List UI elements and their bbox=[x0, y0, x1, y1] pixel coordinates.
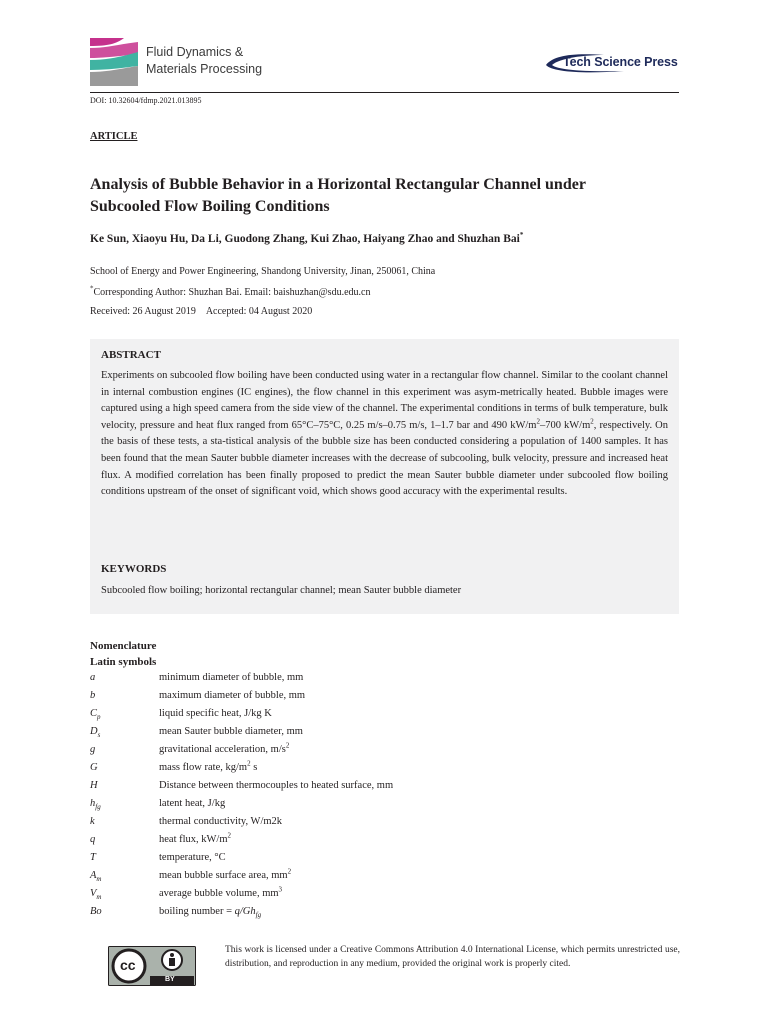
nomenclature-symbol: q bbox=[90, 834, 96, 845]
nomenclature-heading: Nomenclature bbox=[90, 640, 157, 652]
nomenclature-definition: mean bubble surface area, $mm^2$ bbox=[159, 867, 292, 881]
nomenclature-definition: minimum diameter of bubble, mm bbox=[159, 672, 304, 683]
received-date: Received: 26 August 2019 bbox=[90, 306, 196, 317]
nomenclature-row bbox=[90, 760, 530, 778]
article-title bbox=[90, 174, 650, 218]
nomenclature-symbol: H bbox=[90, 780, 98, 791]
abstract-text-c: , respectively. On the basis of these tests, a sta-tistical analysis of the bubble size has been conducted considering a population of 1400 samples. It has been found that the mean Sauter bubble diameter increases with the decrease of subcooling, bulk velocity, pressure and increased heat flux. A modified correlation has been finally proposed to predict the mean Sauter bubble diameter under subcooled flow boiling conditions upstream of the onset of significant void, which shows good accuracy with the experimental results. bbox=[101, 419, 668, 498]
nomenclature-symbol: $D_s$ bbox=[90, 726, 101, 740]
article-dates bbox=[90, 306, 312, 317]
nomenclature-definition: liquid specific heat, J/kg K bbox=[159, 708, 272, 719]
nomenclature-symbol: a bbox=[90, 672, 96, 683]
nomenclature-symbol: T bbox=[90, 852, 96, 863]
nomenclature-symbol: $C_p$ bbox=[90, 708, 101, 722]
nomenclature-row bbox=[90, 796, 530, 814]
nomenclature-row bbox=[90, 706, 530, 724]
keywords-heading: KEYWORDS bbox=[101, 563, 167, 575]
nomenclature-list bbox=[90, 670, 530, 922]
publisher-name: Tech Science Press bbox=[563, 55, 678, 69]
nomenclature-row bbox=[90, 814, 530, 832]
journal-logo bbox=[90, 38, 138, 86]
corresponding-author bbox=[90, 284, 371, 298]
accepted-date: Accepted: 04 August 2020 bbox=[205, 306, 313, 317]
corresponding-text: Corresponding Author: Shuzhan Bai. Email: baishuzhan@sdu.edu.cn bbox=[93, 287, 371, 298]
nomenclature-row bbox=[90, 688, 530, 706]
nomenclature-symbol: k bbox=[90, 816, 95, 827]
authors bbox=[90, 233, 690, 245]
license-text: This work is licensed under a Creative Commons Attribution 4.0 International License, which permits unrestricted use, distribution, and reproduction in any medium, provided the original work is properly cited. bbox=[225, 945, 680, 969]
nomenclature-symbol: G bbox=[90, 762, 98, 773]
abstract-box bbox=[90, 339, 679, 614]
nomenclature-definition: heat flux, $kW/m^2$ bbox=[159, 831, 232, 845]
abstract-text-a: Experiments on subcooled flow boiling have been conducted using water in a rectangular flow channel. Similar to the coolant channel in internal combustion engines (IC engines), the flow channel in this experiment was asym-metrically heated. Bubble images were captured using a high speed camera from the side view of the channel. The experimental conditions in terms of bulk temperature, bulk velocity, pressure and heat flux ranged from 65°C–75°C, 0.25 m/s–0.75 m/s, 1–1.7 bar and 490 kW/m bbox=[101, 370, 668, 431]
nomenclature-definition: latent heat, J/kg bbox=[159, 798, 226, 809]
nomenclature-row bbox=[90, 832, 530, 850]
nomenclature-definition: thermal conductivity, W/m2k bbox=[159, 816, 283, 827]
doi: DOI: 10.32604/fdmp.2021.013895 bbox=[90, 96, 202, 105]
nomenclature-definition: gravitational acceleration, $m/s^2$ bbox=[159, 741, 290, 755]
article-type-label: ARTICLE bbox=[90, 131, 138, 142]
author-list: Ke Sun, Xiaoyu Hu, Da Li, Guodong Zhang, Kui Zhao, Haiyang Zhao and Shuzhan Bai bbox=[90, 233, 520, 245]
nomenclature-symbol: $A_m$ bbox=[90, 870, 102, 884]
nomenclature-symbol: Bo bbox=[90, 906, 102, 917]
title-line1: Analysis of Bubble Behavior in a Horizontal Rectangular Channel under bbox=[90, 176, 586, 193]
title-line2: Subcooled Flow Boiling Conditions bbox=[90, 198, 330, 215]
latin-symbols-heading: Latin symbols bbox=[90, 656, 157, 668]
keywords-text: Subcooled flow boiling; horizontal rectangular channel; mean Sauter bubble diameter bbox=[101, 585, 462, 596]
abstract-sup-1: 2 bbox=[536, 417, 540, 426]
affiliation: School of Energy and Power Engineering, Shandong University, Jinan, 250061, China bbox=[90, 266, 436, 277]
corresponding-mark: * bbox=[519, 231, 524, 240]
nomenclature-definition: mass flow rate, $kg/m^2$ s bbox=[159, 759, 258, 773]
abstract-text bbox=[101, 368, 668, 501]
nomenclature-definition: maximum diameter of bubble, mm bbox=[159, 690, 306, 701]
nomenclature-row bbox=[90, 670, 530, 688]
nomenclature-symbol: g bbox=[90, 744, 96, 755]
cc-text: cc bbox=[120, 957, 136, 973]
nomenclature-row bbox=[90, 724, 530, 742]
nomenclature-row bbox=[90, 904, 530, 922]
header-rule bbox=[90, 92, 679, 93]
nomenclature-row bbox=[90, 886, 530, 904]
by-text: BY bbox=[165, 976, 175, 983]
nomenclature-row bbox=[90, 778, 530, 796]
abstract-sup-2: 2 bbox=[590, 417, 594, 426]
nomenclature-row bbox=[90, 868, 530, 886]
corresponding-mark-2: * bbox=[90, 284, 94, 293]
cc-by-badge[interactable] bbox=[108, 946, 196, 986]
nomenclature-row bbox=[90, 850, 530, 868]
nomenclature-symbol: b bbox=[90, 690, 96, 701]
journal-name-line2: Materials Processing bbox=[146, 62, 263, 76]
nomenclature-definition: average bubble volume, $mm^3$ bbox=[159, 885, 283, 899]
journal-name bbox=[146, 44, 262, 78]
abstract-text-b: –700 kW/m bbox=[539, 419, 591, 431]
journal-name-line1: Fluid Dynamics & bbox=[146, 45, 244, 59]
nomenclature-symbol: $h_{fg}$ bbox=[90, 798, 101, 812]
nomenclature-definition: temperature, °C bbox=[159, 852, 226, 863]
nomenclature-symbol: $V_m$ bbox=[90, 888, 102, 902]
nomenclature-row bbox=[90, 742, 530, 760]
nomenclature-definition: Distance between thermocouples to heated surface, mm bbox=[159, 780, 394, 791]
publisher-logo bbox=[544, 52, 680, 74]
nomenclature-definition: mean Sauter bubble diameter, mm bbox=[159, 726, 303, 737]
nomenclature-header bbox=[90, 638, 156, 670]
abstract-heading: ABSTRACT bbox=[101, 349, 161, 361]
nomenclature-definition: boiling number = $q/Gh_{fg}$ bbox=[159, 906, 262, 920]
